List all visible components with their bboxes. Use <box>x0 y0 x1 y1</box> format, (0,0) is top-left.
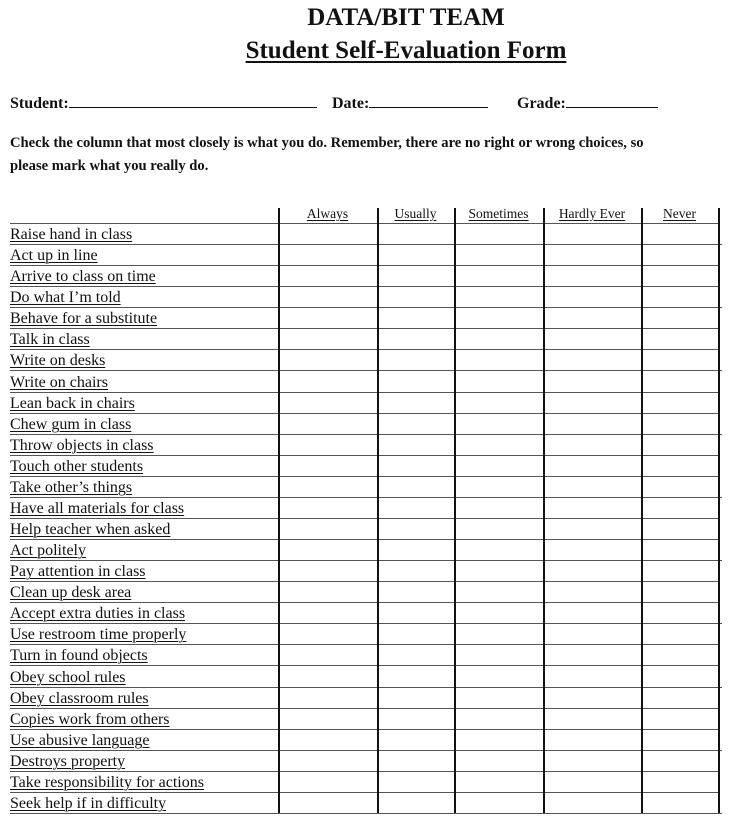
cell-usually[interactable] <box>378 603 453 622</box>
cell-usually[interactable] <box>378 498 453 517</box>
cell-always[interactable] <box>279 624 376 643</box>
cell-usually[interactable] <box>378 287 453 306</box>
list-item: Accept extra duties in class <box>10 605 186 623</box>
cell-hardly-ever[interactable] <box>544 477 640 496</box>
cell-always[interactable] <box>279 561 376 580</box>
list-item: Do what I’m told <box>10 289 121 307</box>
cell-never[interactable] <box>642 645 717 664</box>
column-header-never: Never <box>663 206 696 221</box>
cell-usually[interactable] <box>378 350 453 369</box>
cell-never[interactable] <box>642 540 717 559</box>
cell-always[interactable] <box>279 772 376 791</box>
cell-sometimes[interactable] <box>455 688 542 707</box>
list-item: Raise hand in class <box>10 226 133 244</box>
list-item: Write on chairs <box>10 373 108 391</box>
cell-usually[interactable] <box>378 393 453 412</box>
cell-always[interactable] <box>279 730 376 749</box>
list-item: Touch other students <box>10 457 144 475</box>
cell-always[interactable] <box>279 751 376 770</box>
cell-hardly-ever[interactable] <box>544 603 640 622</box>
grade-field <box>517 90 658 113</box>
list-item: Talk in class <box>10 331 90 349</box>
cell-always[interactable] <box>279 709 376 728</box>
form-title-text: Student Self-Evaluation Form <box>245 37 567 64</box>
cell-sometimes[interactable] <box>455 329 542 348</box>
list-item: Write on desks <box>10 352 106 370</box>
instructions-line-2: please mark what you really do. <box>10 158 209 174</box>
cell-always[interactable] <box>279 329 376 348</box>
cell-always[interactable] <box>279 435 376 454</box>
cell-never[interactable] <box>642 224 717 243</box>
list-item: Take other’s things <box>10 478 133 496</box>
list-item: Destroys property <box>10 752 126 770</box>
cell-sometimes[interactable] <box>455 393 542 412</box>
list-item: Obey school rules <box>10 668 126 686</box>
cell-never[interactable] <box>642 603 717 622</box>
cell-usually[interactable] <box>378 730 453 749</box>
date-input[interactable] <box>369 90 488 108</box>
cell-usually[interactable] <box>378 624 453 643</box>
cell-never[interactable] <box>642 371 717 390</box>
cell-always[interactable] <box>279 688 376 707</box>
cell-never[interactable] <box>642 477 717 496</box>
list-item: Help teacher when asked <box>10 521 171 539</box>
cell-sometimes[interactable] <box>455 751 542 770</box>
cell-usually[interactable] <box>378 371 453 390</box>
cell-hardly-ever[interactable] <box>544 287 640 306</box>
cell-hardly-ever[interactable] <box>544 224 640 243</box>
instructions-line-1: Check the column that most closely is what you do. Remember, there are no right or wrong choices, so <box>10 135 644 151</box>
list-item: Take responsibility for actions <box>10 773 204 791</box>
cell-never[interactable] <box>642 751 717 770</box>
column-divider <box>377 208 379 813</box>
cell-never[interactable] <box>642 287 717 306</box>
cell-never[interactable] <box>642 624 717 643</box>
cell-hardly-ever[interactable] <box>544 329 640 348</box>
column-divider <box>454 208 456 813</box>
list-item: Clean up desk area <box>10 584 132 602</box>
cell-sometimes[interactable] <box>455 435 542 454</box>
cell-hardly-ever[interactable] <box>544 519 640 538</box>
cell-always[interactable] <box>279 645 376 664</box>
cell-sometimes[interactable] <box>455 477 542 496</box>
list-item: Use restroom time properly <box>10 626 187 644</box>
cell-sometimes[interactable] <box>455 456 542 475</box>
cell-always[interactable] <box>279 308 376 327</box>
cell-usually[interactable] <box>378 666 453 685</box>
cell-always[interactable] <box>279 603 376 622</box>
cell-never[interactable] <box>642 561 717 580</box>
cell-always[interactable] <box>279 266 376 285</box>
cell-sometimes[interactable] <box>455 540 542 559</box>
student-field <box>10 90 317 113</box>
cell-usually[interactable] <box>378 224 453 243</box>
cell-usually[interactable] <box>378 477 453 496</box>
column-header-usually: Usually <box>394 206 437 221</box>
list-item: Throw objects in class <box>10 436 154 454</box>
cell-hardly-ever[interactable] <box>544 393 640 412</box>
cell-hardly-ever[interactable] <box>544 435 640 454</box>
cell-usually[interactable] <box>378 561 453 580</box>
cell-never[interactable] <box>642 709 717 728</box>
cell-always[interactable] <box>279 540 376 559</box>
list-item: Lean back in chairs <box>10 394 135 412</box>
grade-input[interactable] <box>566 90 658 108</box>
cell-never[interactable] <box>642 793 717 812</box>
cell-never[interactable] <box>642 498 717 517</box>
cell-always[interactable] <box>279 350 376 369</box>
cell-usually[interactable] <box>378 709 453 728</box>
cell-always[interactable] <box>279 477 376 496</box>
cell-always[interactable] <box>279 456 376 475</box>
cell-hardly-ever[interactable] <box>544 540 640 559</box>
cell-never[interactable] <box>642 266 717 285</box>
cell-always[interactable] <box>279 287 376 306</box>
cell-sometimes[interactable] <box>455 709 542 728</box>
cell-sometimes[interactable] <box>455 414 542 433</box>
cell-sometimes[interactable] <box>455 371 542 390</box>
cell-hardly-ever[interactable] <box>544 371 640 390</box>
cell-sometimes[interactable] <box>455 224 542 243</box>
student-label: Student: <box>10 95 69 112</box>
cell-usually[interactable] <box>378 751 453 770</box>
cell-usually[interactable] <box>378 329 453 348</box>
cell-always[interactable] <box>279 498 376 517</box>
cell-hardly-ever[interactable] <box>544 688 640 707</box>
cell-sometimes[interactable] <box>455 498 542 517</box>
cell-always[interactable] <box>279 245 376 264</box>
list-item: Pay attention in class <box>10 563 146 581</box>
cell-always[interactable] <box>279 224 376 243</box>
cell-sometimes[interactable] <box>455 793 542 812</box>
cell-sometimes[interactable] <box>455 645 542 664</box>
cell-usually[interactable] <box>378 772 453 791</box>
cell-never[interactable] <box>642 772 717 791</box>
student-input[interactable] <box>69 90 317 108</box>
grade-label: Grade: <box>517 95 566 112</box>
cell-always[interactable] <box>279 393 376 412</box>
cell-hardly-ever[interactable] <box>544 498 640 517</box>
cell-hardly-ever[interactable] <box>544 624 640 643</box>
list-item: Act up in line <box>10 247 98 265</box>
cell-never[interactable] <box>642 688 717 707</box>
cell-never[interactable] <box>642 582 717 601</box>
cell-hardly-ever[interactable] <box>544 266 640 285</box>
list-item: Arrive to class on time <box>10 268 156 286</box>
cell-never[interactable] <box>642 519 717 538</box>
cell-usually[interactable] <box>378 456 453 475</box>
cell-never[interactable] <box>642 393 717 412</box>
cell-hardly-ever[interactable] <box>544 645 640 664</box>
organization-title: DATA/BIT TEAM <box>307 4 505 31</box>
cell-sometimes[interactable] <box>455 730 542 749</box>
cell-usually[interactable] <box>378 308 453 327</box>
list-item: Use abusive language <box>10 731 150 749</box>
cell-hardly-ever[interactable] <box>544 730 640 749</box>
cell-sometimes[interactable] <box>455 772 542 791</box>
list-item: Have all materials for class <box>10 499 185 517</box>
cell-hardly-ever[interactable] <box>544 308 640 327</box>
cell-sometimes[interactable] <box>455 666 542 685</box>
cell-always[interactable] <box>279 793 376 812</box>
list-item: Seek help if in difficulty <box>10 794 167 812</box>
cell-hardly-ever[interactable] <box>544 245 640 264</box>
cell-never[interactable] <box>642 350 717 369</box>
cell-sometimes[interactable] <box>455 350 542 369</box>
cell-hardly-ever[interactable] <box>544 793 640 812</box>
cell-sometimes[interactable] <box>455 561 542 580</box>
cell-usually[interactable] <box>378 266 453 285</box>
cell-hardly-ever[interactable] <box>544 709 640 728</box>
cell-sometimes[interactable] <box>455 582 542 601</box>
cell-usually[interactable] <box>378 688 453 707</box>
cell-usually[interactable] <box>378 245 453 264</box>
cell-usually[interactable] <box>378 793 453 812</box>
cell-usually[interactable] <box>378 414 453 433</box>
cell-sometimes[interactable] <box>455 519 542 538</box>
column-header-hardly-ever: Hardly Ever <box>558 206 626 221</box>
cell-sometimes[interactable] <box>455 266 542 285</box>
date-field <box>332 90 488 113</box>
cell-usually[interactable] <box>378 435 453 454</box>
cell-hardly-ever[interactable] <box>544 561 640 580</box>
column-header-always: Always <box>306 206 349 221</box>
cell-never[interactable] <box>642 456 717 475</box>
form-title <box>0 36 750 66</box>
column-divider <box>641 208 643 813</box>
list-item: Obey classroom rules <box>10 689 149 707</box>
cell-sometimes[interactable] <box>455 603 542 622</box>
cell-never[interactable] <box>642 666 717 685</box>
cell-always[interactable] <box>279 582 376 601</box>
cell-always[interactable] <box>279 666 376 685</box>
instructions <box>10 132 750 178</box>
cell-sometimes[interactable] <box>455 308 542 327</box>
cell-hardly-ever[interactable] <box>544 666 640 685</box>
column-divider <box>278 208 280 813</box>
cell-never[interactable] <box>642 730 717 749</box>
row-rule <box>10 813 722 814</box>
cell-always[interactable] <box>279 414 376 433</box>
list-item: Turn in found objects <box>10 647 148 665</box>
cell-never[interactable] <box>642 435 717 454</box>
column-divider <box>543 208 545 813</box>
cell-hardly-ever[interactable] <box>544 350 640 369</box>
column-divider <box>718 208 720 813</box>
cell-sometimes[interactable] <box>455 287 542 306</box>
cell-never[interactable] <box>642 329 717 348</box>
cell-usually[interactable] <box>378 519 453 538</box>
date-label: Date: <box>332 95 370 112</box>
cell-usually[interactable] <box>378 582 453 601</box>
list-item: Behave for a substitute <box>10 310 158 328</box>
list-item: Chew gum in class <box>10 415 132 433</box>
cell-usually[interactable] <box>378 540 453 559</box>
cell-always[interactable] <box>279 371 376 390</box>
cell-hardly-ever[interactable] <box>544 751 640 770</box>
list-item: Act politely <box>10 542 86 560</box>
cell-hardly-ever[interactable] <box>544 414 640 433</box>
column-header-sometimes: Sometimes <box>468 206 529 221</box>
cell-usually[interactable] <box>378 645 453 664</box>
list-item: Copies work from others <box>10 710 170 728</box>
cell-sometimes[interactable] <box>455 245 542 264</box>
cell-hardly-ever[interactable] <box>544 456 640 475</box>
cell-always[interactable] <box>279 519 376 538</box>
cell-never[interactable] <box>642 414 717 433</box>
cell-sometimes[interactable] <box>455 624 542 643</box>
cell-hardly-ever[interactable] <box>544 772 640 791</box>
cell-hardly-ever[interactable] <box>544 582 640 601</box>
cell-never[interactable] <box>642 245 717 264</box>
cell-never[interactable] <box>642 308 717 327</box>
